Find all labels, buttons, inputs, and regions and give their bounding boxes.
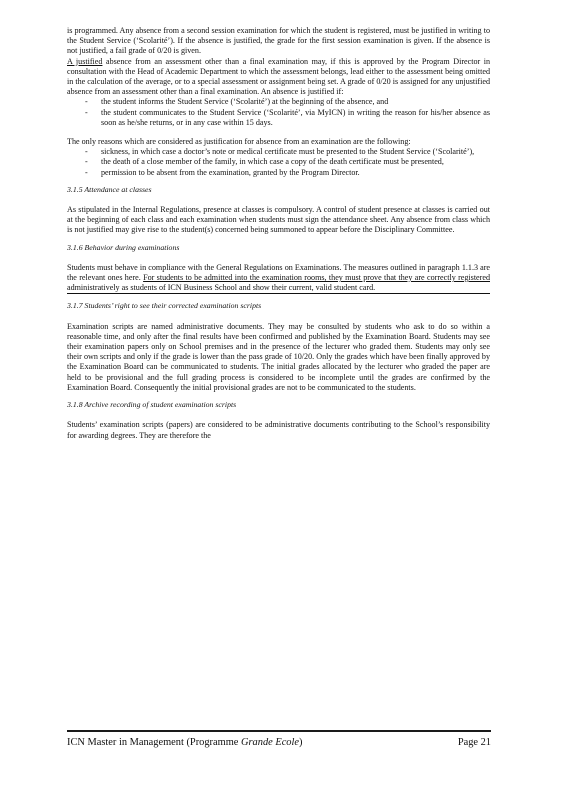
paragraph-justified-absence <box>67 57 490 98</box>
reasons-list <box>67 147 490 178</box>
list-item: - the death of a close member of the family, in which case a copy of the death certificate must be presented, <box>67 157 490 167</box>
heading-behavior: 3.1.6 Behavior during examinations <box>67 242 180 252</box>
paragraph-reasons: The only reasons which are considered as justification for absence from an examination are the following: <box>67 137 411 147</box>
heading-archive: 3.1.8 Archive recording of student examination scripts <box>67 400 237 410</box>
list-item: - the student communicates to the Student Service (‘Scolarité’, via MyICN) in writing the reason for his/her absence as soon as he/she returns, or in any case within 15 days. <box>67 108 490 128</box>
footer-divider <box>67 730 491 732</box>
paragraph-archive: Students’ examination scripts (papers) are considered to be administrative documents contributing to the School’s responsibility for awarding degrees. They are therefore the <box>67 420 490 440</box>
page-body <box>67 26 490 441</box>
paragraph-scripts: Examination scripts are named administrative documents. They may be consulted by students who ask to do so within a reasonable time, and only after the final results have been confirmed and published by the Examination Board. Students may see their examination papers only on School premises and in the presence of the lecturer who graded them. Students may only see their own scripts and only if the grade is lower than the pass grade of 10/20. Only the grades which have been finally approved by the Examination Board can be communicated to students. The initial grades allocated by the lecturer who graded the paper are held to be provisional and the full grading process is considered to be incomplete until the grades are confirmed by the Examination Board. Consequently the initial provisional grades are not to be communicated to the students. <box>67 321 490 392</box>
heading-scripts: 3.1.7 Students’ right to see their corrected examination scripts <box>67 301 262 311</box>
list-item: - the student informs the Student Service (‘Scolarité’) at the beginning of the absence, and <box>67 97 490 107</box>
paragraph-attendance: As stipulated in the Internal Regulations, presence at classes is compulsory. A control of student presence at classes is carried out at the beginning of each class and each examination when students must sign the attendance sheet. Any absence from class which is not justified may give rise to the student(s) concerned being summoned to appear before the Disciplinary Committee. <box>67 205 490 235</box>
heading-attendance: 3.1.5 Attendance at classes <box>67 184 152 194</box>
page-number: Page 21 <box>457 737 491 748</box>
justified-underlined: A justified <box>67 56 103 66</box>
paragraph-programmed: is programmed. Any absence from a second session examination for which the student is registered, must be justified in writing to the Student Service (‘Scolarité’). If the absence is justified, the grade for the first session examination is given. If the absence is not justified, a fail grade of 0/20 is given. <box>67 26 490 56</box>
paragraph-justified-rest: absence from an assessment other than a final examination may, if this is approved by the Program Director in consultation with the Head of Academic Department to which the assessment belongs, lead either to the assessment being omitted in the calculation of the average, or to a special assessment or assignment being set. A grade of 0/20 is assigned for any unjustified absence from an assessment other than a final examination. An absence is justified if: <box>67 56 491 97</box>
behavior-text-a: Students must behave in compliance with the General Regulations on Examinations. The measures outlined in paragraph 1.1.3 are the relevant ones here. <box>67 262 490 283</box>
list-item: - sickness, in which case a doctor’s note or medical certificate must be presented to the Student Service (‘Scolarité’), <box>67 147 490 157</box>
footer-title: ICN Master in Management (Programme Grande Ecole) <box>67 737 303 748</box>
behavior-text-underlined: For students to be admitted into the examination rooms, they must prove that they are correctly registered <box>143 273 490 283</box>
justified-conditions-list <box>67 97 490 128</box>
list-item: - permission to be absent from the examination, granted by the Program Director. <box>67 168 490 178</box>
behavior-text-b: administratively as students of ICN Business School and show their current, valid student card. <box>67 283 376 293</box>
page-footer <box>67 737 491 748</box>
paragraph-behavior <box>67 263 490 295</box>
